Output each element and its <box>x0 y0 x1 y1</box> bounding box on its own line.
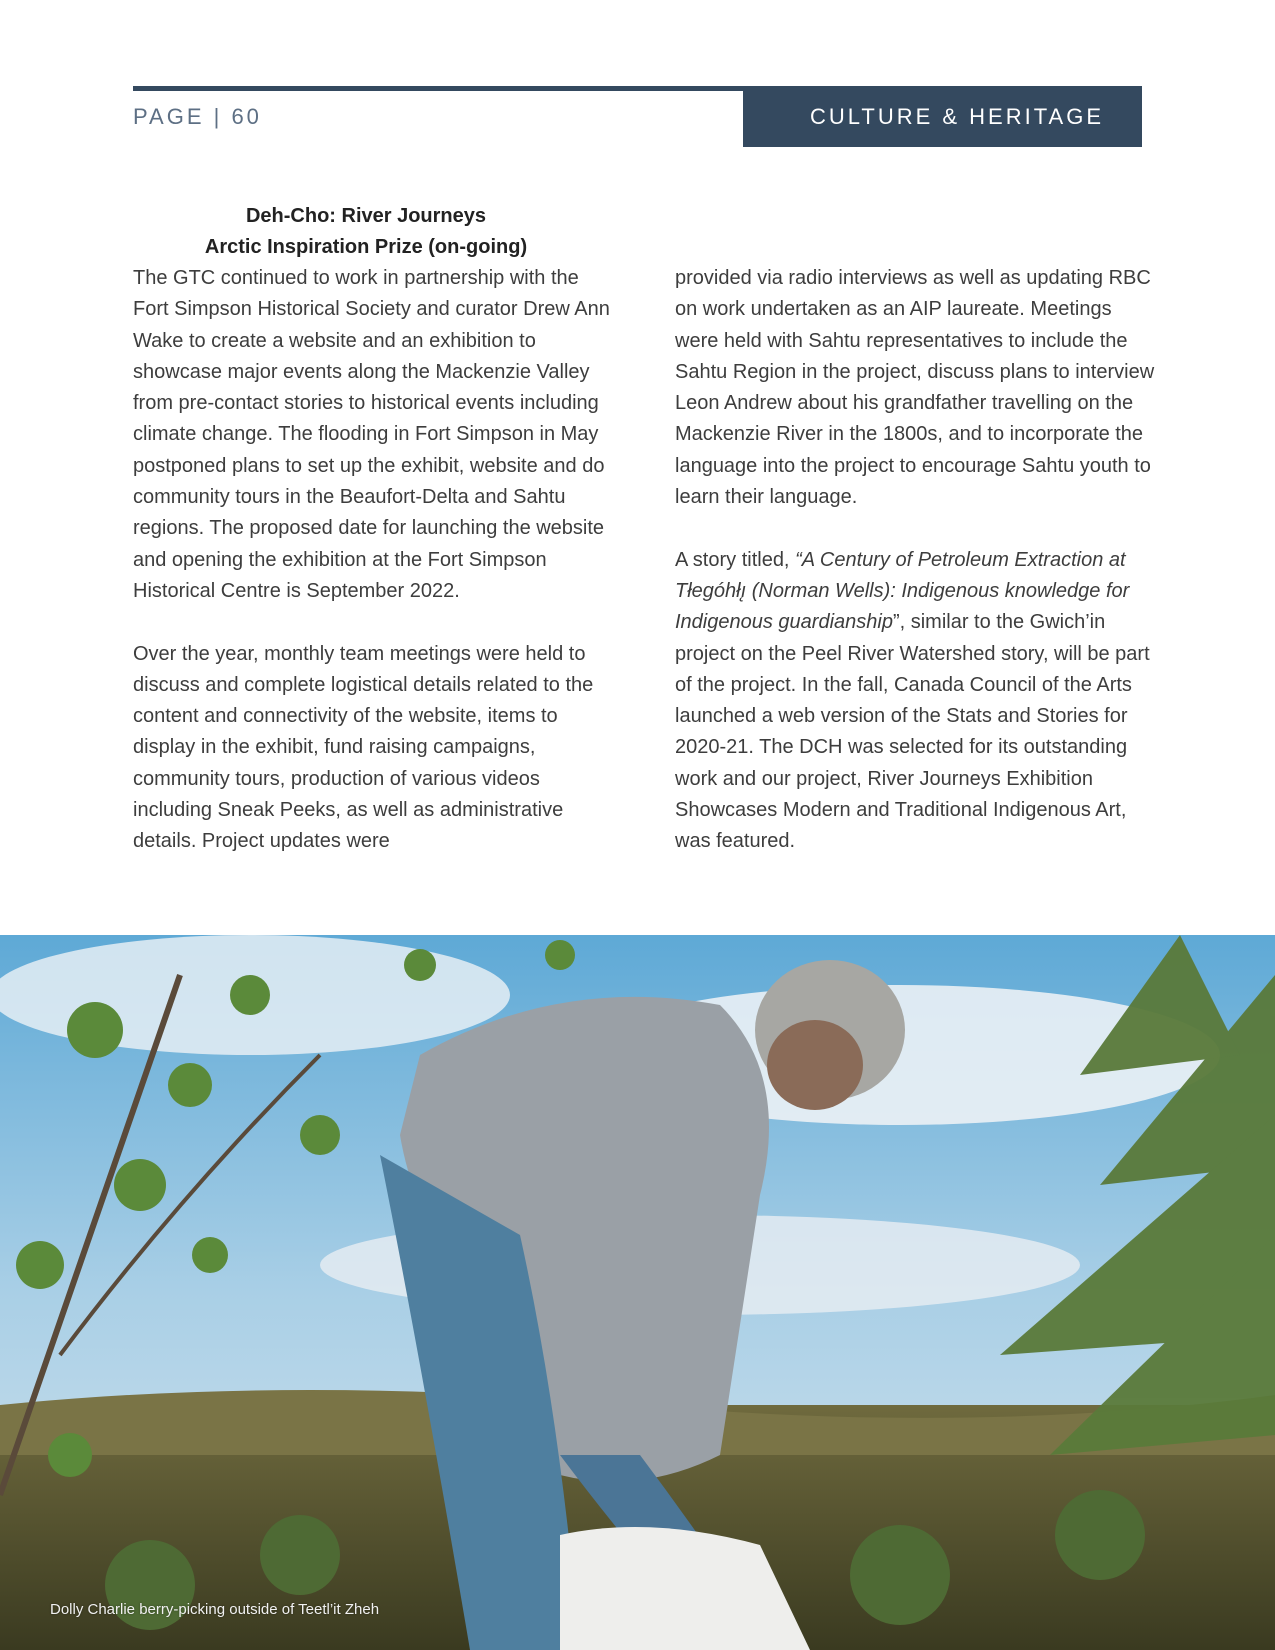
article-subtitle: Arctic Inspiration Prize (on-going) <box>204 236 528 258</box>
left-column <box>133 263 613 858</box>
berry-picking-photo <box>0 935 1275 1650</box>
header-rule <box>133 86 743 91</box>
section-title: CULTURE & HERITAGE <box>810 103 1104 129</box>
feature-photo <box>0 935 1275 1650</box>
body-paragraph <box>675 545 1155 858</box>
story-title: “A Century of Petroleum Extraction at Tłegóhłı̨ (Norman Wells): Indigenous knowledge for Indigenous guardianship <box>675 548 1130 634</box>
photo-caption: Dolly Charlie berry-picking outside of Teetl’it Zheh <box>50 1601 380 1618</box>
story-intro: A story titled, <box>675 548 796 571</box>
article-title: Deh-Cho: River Journeys <box>245 205 487 227</box>
article-heading <box>133 201 599 263</box>
body-paragraph: The GTC continued to work in partnership with the Fort Simpson Historical Society and curator Drew Ann Wake to create a website and an exhibition to showcase major events along the Mackenzie Valley from pre-contact stories to historical events including climate change. The flooding in Fort Simpson in May postponed plans to set up the exhibit, website and do community tours in the Beaufort-Delta and Sahtu regions. The proposed date for launching the website and opening the exhibition at the Fort Simpson Historical Centre is September 2022. <box>133 267 610 602</box>
story-description: ”, similar to the Gwich’in project on the Peel River Watershed story, will be part of the project. In the fall, Canada Council of the Arts launched a web version of the Stats and Stories for 2020-21. The DCH was selected for its outstanding work and our project, River Journeys Exhibition Showcases Modern and Traditional Indigenous Art, was featured. <box>675 611 1150 853</box>
body-paragraph: provided via radio interviews as well as updating RBC on work undertaken as an AIP laureate. Meetings were held with Sahtu representatives to include the Sahtu Region in the project, discuss plans to interview Leon Andrew about his grandfather travelling on the Mackenzie River in the 1800s, and to incorporate the language into the project to encourage Sahtu youth to learn their language. <box>675 267 1155 509</box>
right-column <box>675 263 1155 858</box>
page-number: PAGE | 60 <box>133 104 262 129</box>
section-title-banner <box>743 86 1142 147</box>
body-paragraph: Over the year, monthly team meetings were held to discuss and complete logistical details related to the content and connectivity of the website, items to display in the exhibit, fund raising campaigns, community tours, production of various videos including Sneak Peeks, as well as administrative details. Project updates were <box>133 642 594 853</box>
